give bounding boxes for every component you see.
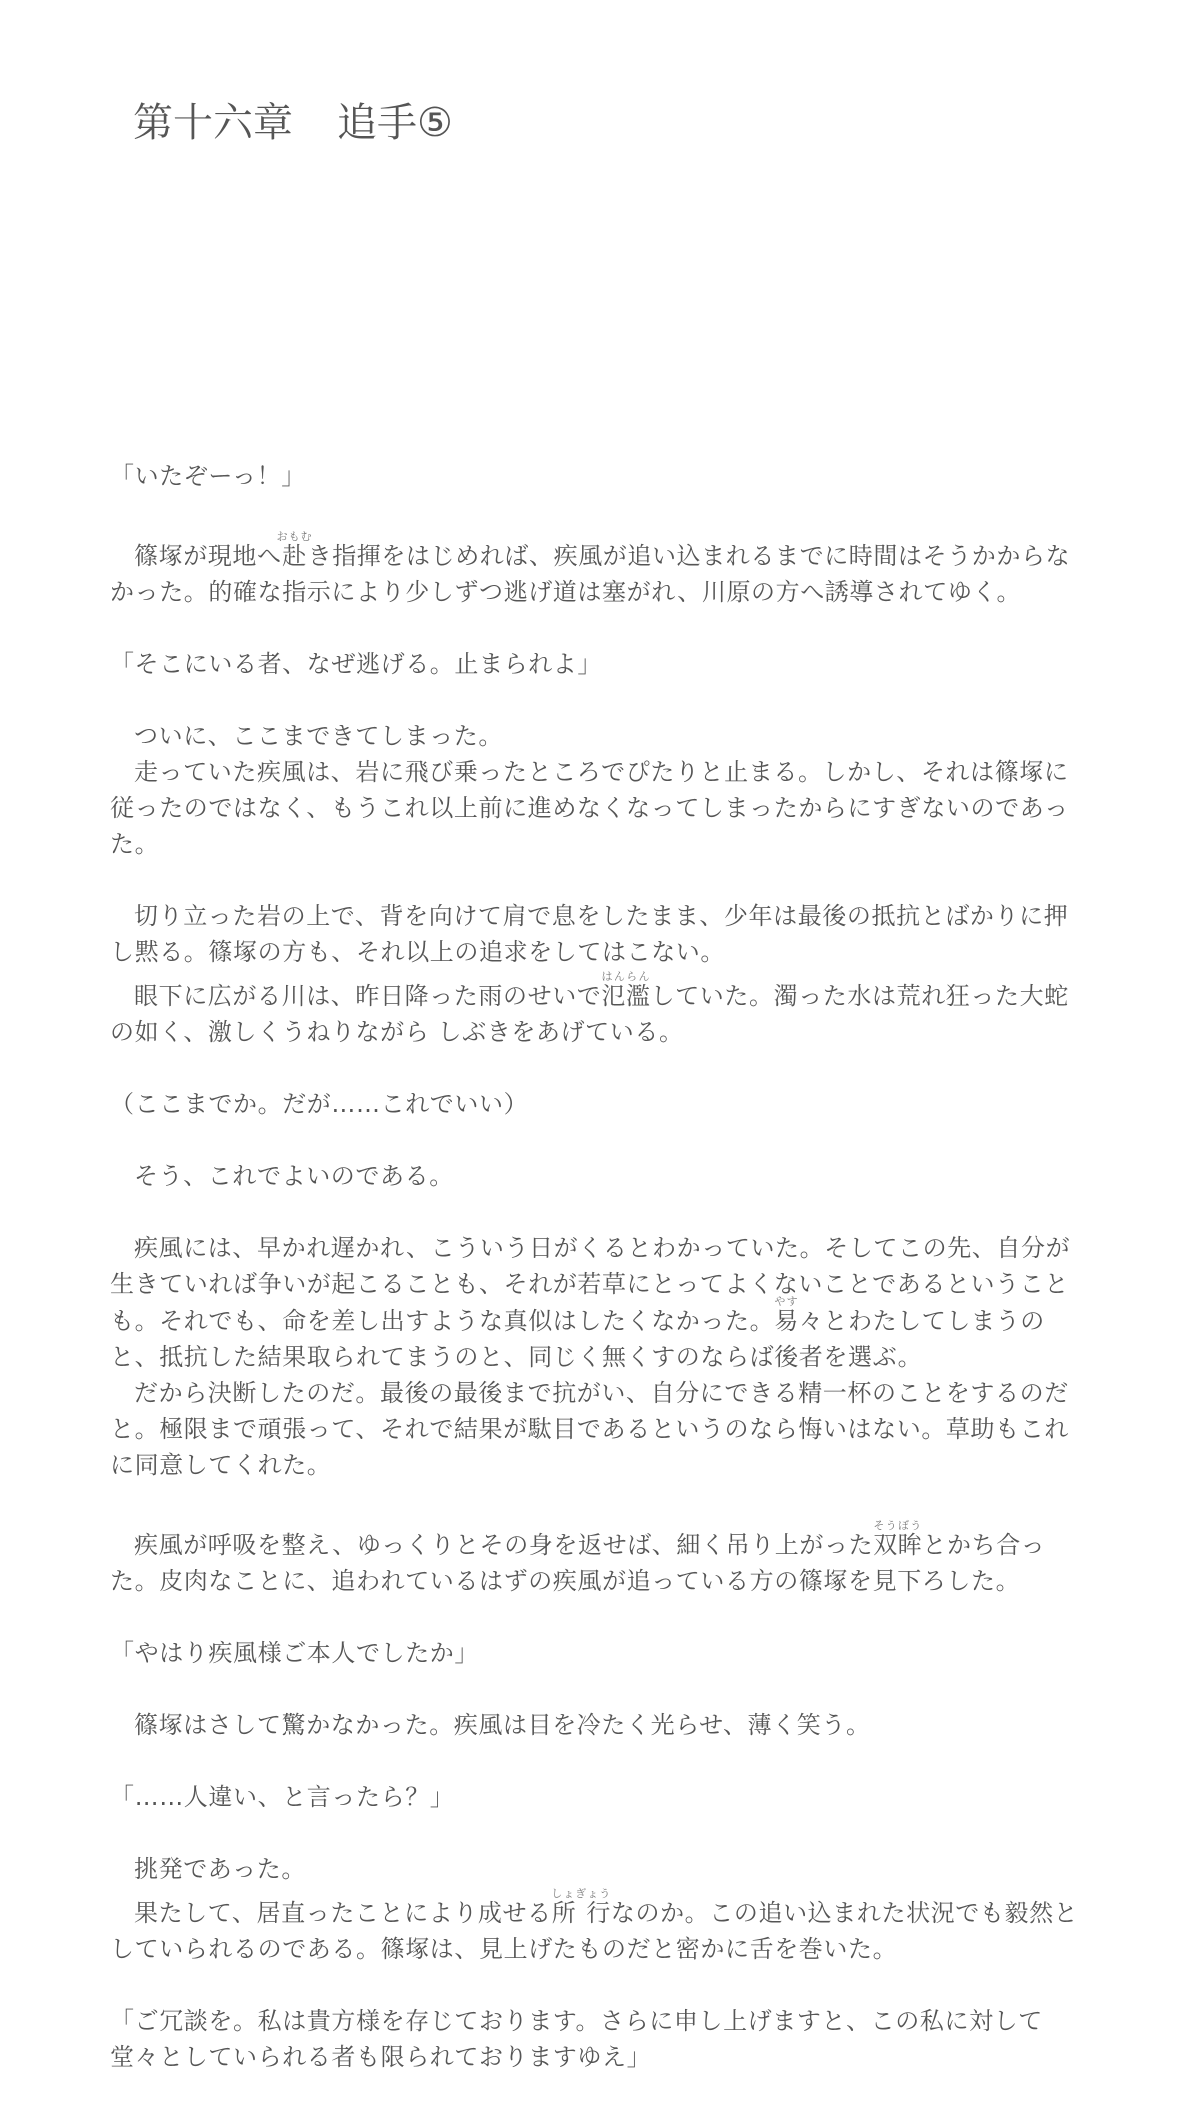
paragraph: 眼下に広がる川は、昨日降った雨のせいで氾濫はんらんしていた。濁った水は荒れ狂った大蛇の如く、激しくうねりながら しぶきをあげている。 (110, 970, 1069, 1046)
chapter-subtitle: 追手⑤ (337, 100, 453, 146)
paragraph: ついに、ここまできてしまった。 (134, 722, 503, 750)
paragraph: そう、これでよいのである。 (134, 1162, 454, 1190)
story-body (110, 458, 1085, 2075)
ruby-annotation: 所 行しょぎょう (551, 1887, 612, 1927)
dialogue-line: 「そこにいる者、なぜ逃げる。止まられよ」 (110, 650, 602, 678)
chapter-title (133, 95, 453, 151)
thought-line: （ここまでか。だが……これでいい） (110, 1090, 529, 1118)
paragraph: だから決断したのだ。最後の最後まで抗がい、自分にできる精一杯のことをするのだと。極限まで頑張って、それで結果が駄目であるというのなら悔いはない。草助もこれに同意してくれた。 (110, 1379, 1069, 1479)
ruby-annotation: 双眸そうぼう (873, 1519, 923, 1559)
paragraph: 果たして、居直ったことにより成せる所 行しょぎょうなのか。この追い込まれた状況でも毅然としていられるのである。篠塚は、見上げたものだと密かに舌を巻いた。 (110, 1887, 1079, 1963)
paragraph: 挑発であった。 (134, 1855, 306, 1883)
dialogue-line: 「ご冗談を。私は貴方様を存じております。さらに申し上げますと、この私に対して 堂々としていられる者も限られておりますゆえ」 (110, 2007, 1043, 2071)
paragraph: 疾風が呼吸を整え、ゆっくりとその身を返せば、細く吊り上がった双眸そうぼうとかち合った。皮肉なことに、追われているはずの疾風が追っている方の篠塚を見下ろした。 (110, 1519, 1046, 1595)
paragraph: 切り立った岩の上で、背を向けて肩で息をしたまま、少年は最後の抵抗とばかりに押し黙る。篠塚の方も、それ以上の追求をしてはこない。 (110, 902, 1069, 966)
ruby-annotation: 易やす (774, 1295, 799, 1335)
dialogue-line: 「やはり疾風様ご本人でしたか」 (110, 1639, 479, 1667)
paragraph: 篠塚が現地へ赴おもむき指揮をはじめれば、疾風が追い込まれるまでに時間はそうかからなかった。的確な指示により少しずつ逃げ道は塞がれ、川原の方へ誘導されてゆく。 (110, 530, 1071, 606)
dialogue-line: 「いたぞーっ！」 (110, 462, 306, 490)
ruby-annotation: 氾濫はんらん (601, 970, 651, 1010)
ruby-annotation: 赴おもむ (276, 530, 313, 570)
paragraph: 走っていた疾風は、岩に飛び乗ったところでぴたりと止まる。しかし、それは篠塚に従ったのではなく、もうこれ以上前に進めなくなってしまったからにすぎないのであった。 (110, 758, 1069, 858)
paragraph: 篠塚はさして驚かなかった。疾風は目を冷たく光らせ、薄く笑う。 (134, 1711, 871, 1739)
paragraph: 疾風には、早かれ遅かれ、こういう日がくるとわかっていた。そしてこの先、自分が生きていれば争いが起こることも、それが若草にとってよくないことであるということも。それでも、命を差し出すような真似はしたくなかった。易やす々とわたしてしまうのと、抵抗した結果取られてまうのと、同じく無くすのならば後者を選ぶ。 (110, 1234, 1071, 1371)
chapter-number: 第十六章 (133, 100, 293, 146)
dialogue-line: 「……人違い、と言ったら？」 (110, 1783, 455, 1811)
